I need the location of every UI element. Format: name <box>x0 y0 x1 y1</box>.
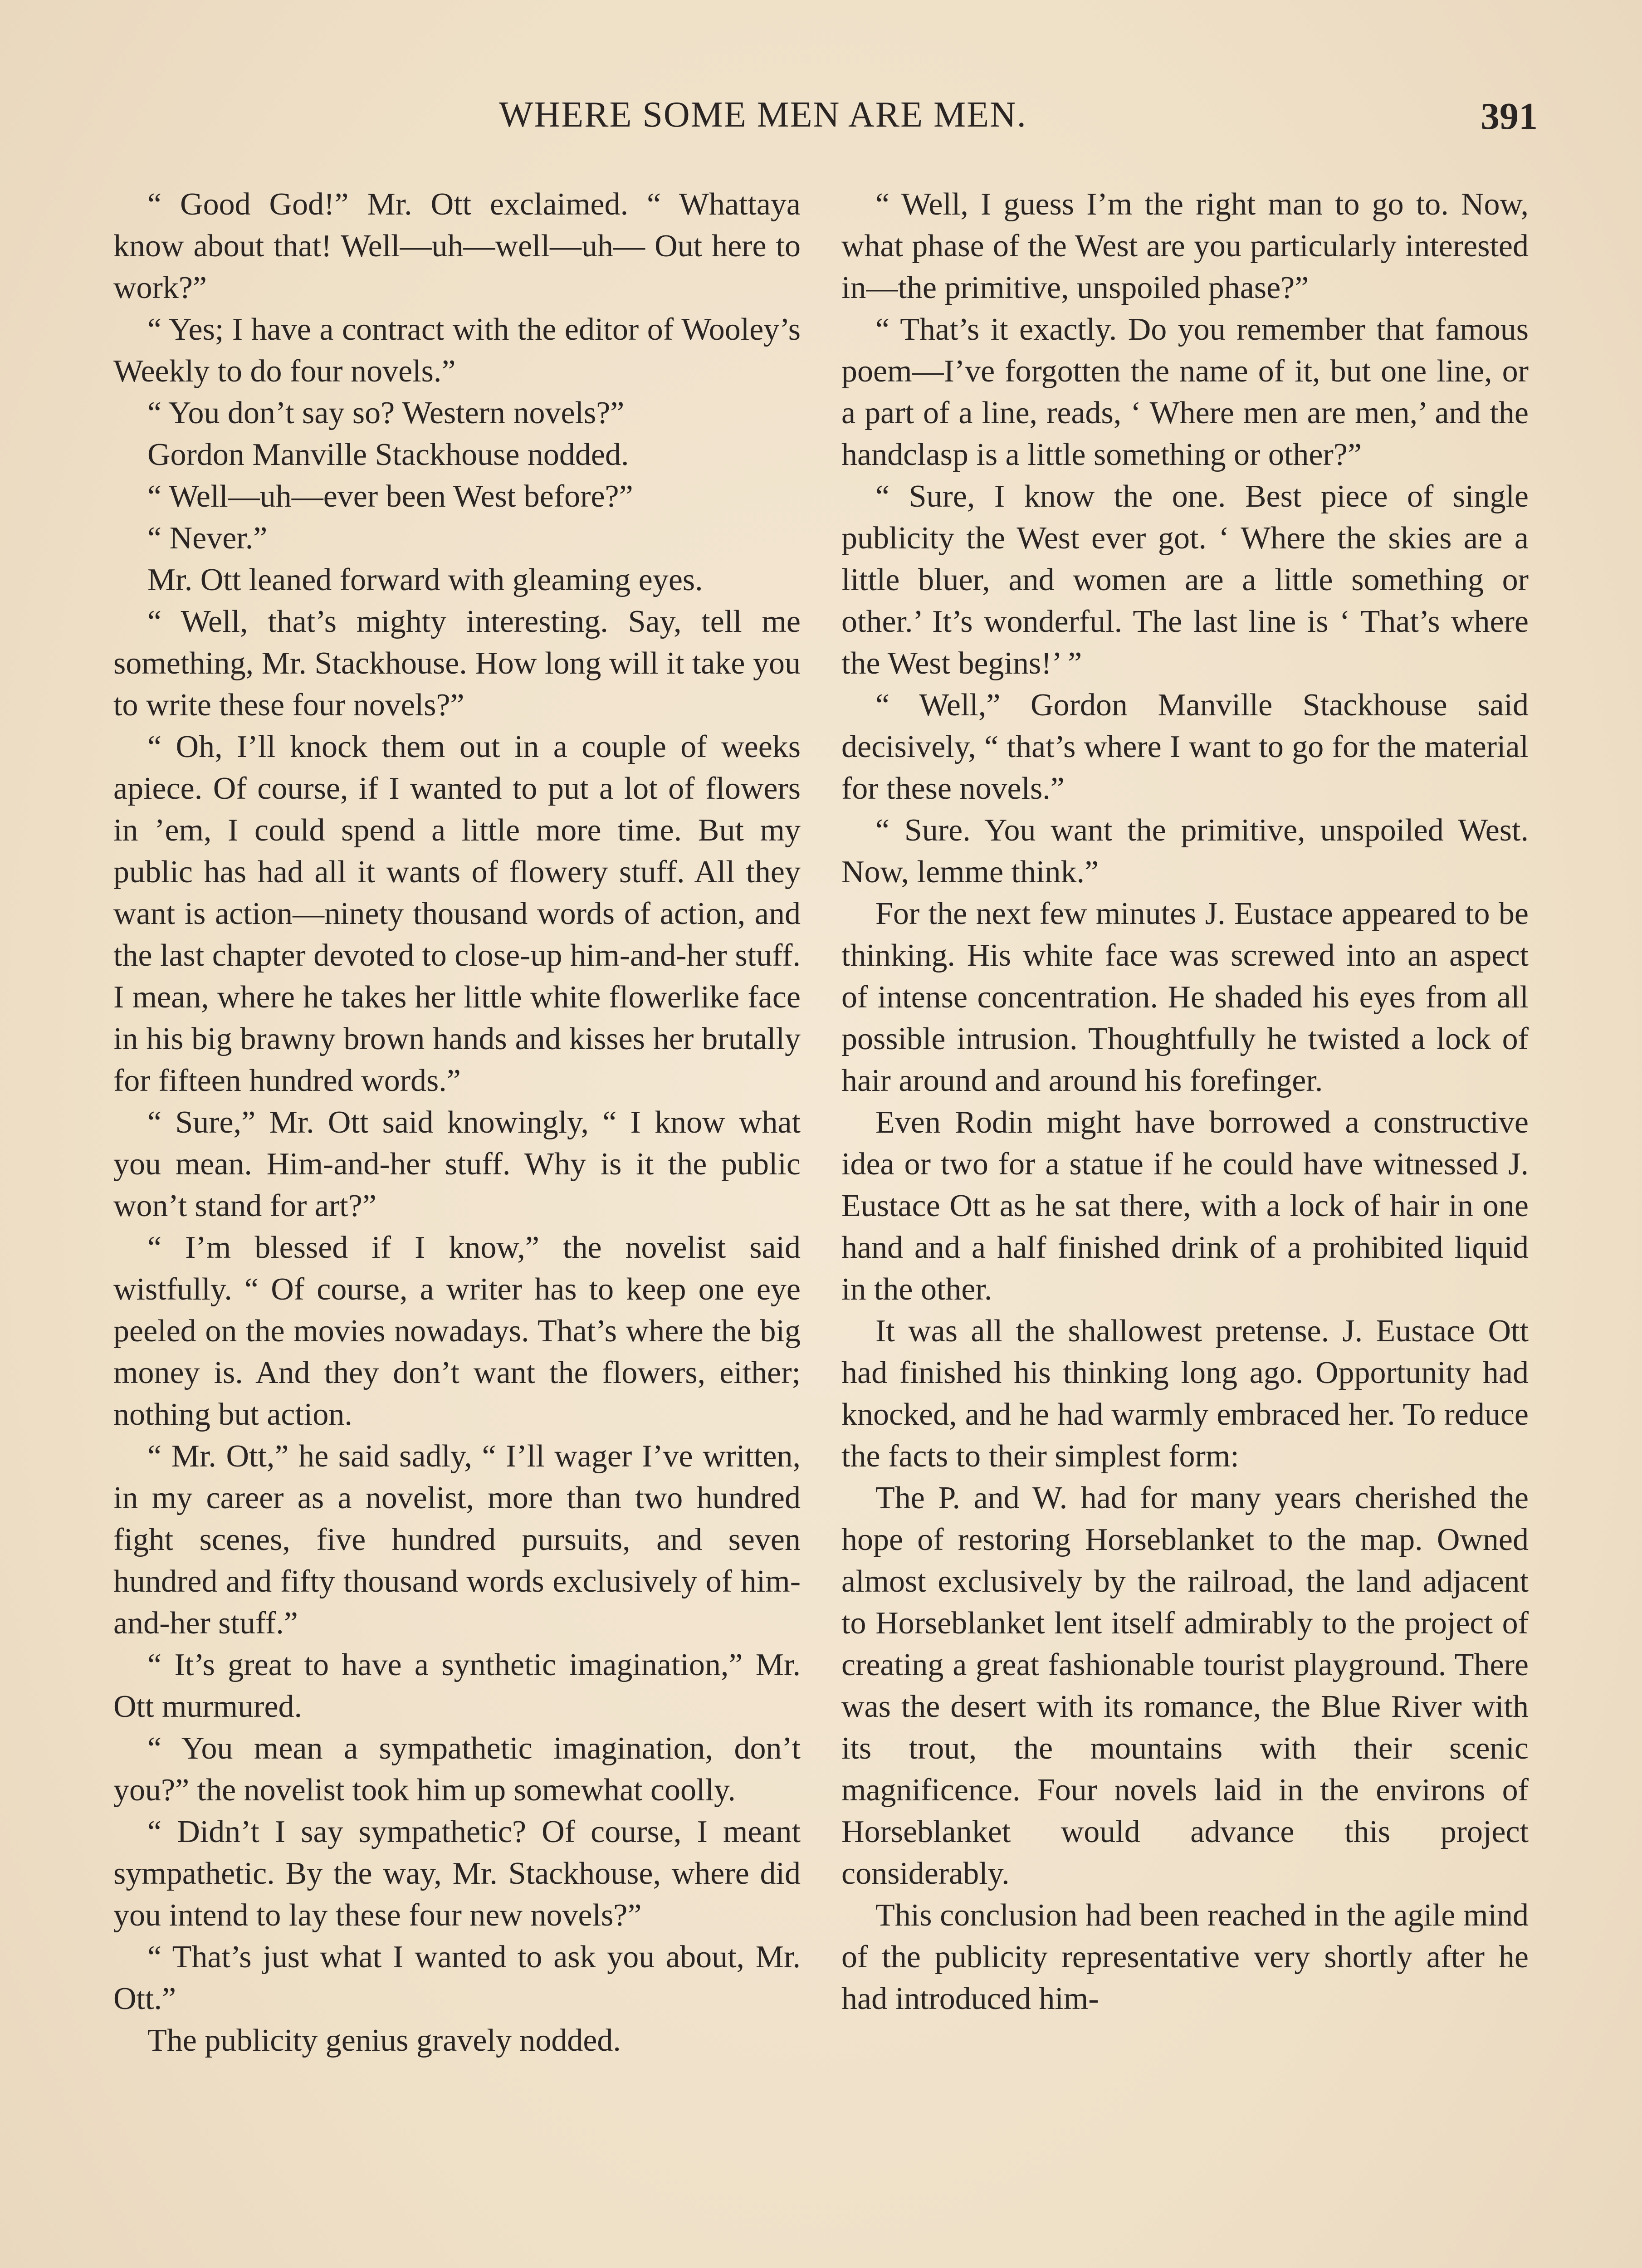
paragraph: “ Sure,” Mr. Ott said knowingly, “ I know what you mean. Him-and-her stuff. Why is it the public won’t stand for art?” <box>113 1105 801 1223</box>
paragraph: “ Mr. Ott,” he said sadly, “ I’ll wager I’ve written, in my career as a novelist, more than two hundred fight scenes, five hundred pursuits, and seven hundred and fifty thousand words exclusively of him-and-her stuff.” <box>113 1439 801 1641</box>
paragraph: “ Never.” <box>147 521 268 556</box>
paragraph: “ You don’t say so? Western novels?” <box>147 396 625 430</box>
paragraph: “ That’s just what I wanted to ask you about, Mr. Ott.” <box>113 1940 801 2016</box>
paragraph: “ It’s great to have a synthetic imagination,” Mr. Ott murmured. <box>113 1647 801 1724</box>
paragraph: It was all the shallowest pretense. J. Eustace Ott had finished his thinking long ago. Opportunity had knocked, and he had warmly embraced her. To reduce the facts to their simplest form: <box>841 1314 1529 1474</box>
paragraph: “ Oh, I’ll knock them out in a couple of weeks apiece. Of course, if I wanted to put a lot of flowers in ’em, I could spend a little more time. But my public has had all it wants of flowery stuff. All they want is action—ninety thousand words of action, and the last chapter devoted to close-up him-and-her stuff. I mean, where he takes her little white flowerlike face in his big brawny brown hands and kisses her brutally for fifteen hundred words.” <box>113 729 801 1098</box>
paragraph: “ Didn’t I say sympathetic? Of course, I meant sympathetic. By the way, Mr. Stackhouse, where did you intend to lay these four new novels?” <box>113 1814 801 1933</box>
paragraph: “ Well—uh—ever been West before?” <box>147 479 633 514</box>
paragraph: The P. and W. had for many years cherished the hope of restoring Horseblanket to the map. Owned almost exclusively by the railroad, the land adjacent to Horseblanket lent itself admirably to the project of creating a great fashionable tourist playground. There was the desert with its romance, the Blue River with its trout, the mountains with their scenic magnificence. Four novels laid in the environs of Horseblanket would advance this project considerably. <box>841 1481 1529 1891</box>
paragraph: This conclusion had been reached in the agile mind of the publicity representative very shortly after he had introduced him- <box>841 1898 1529 2016</box>
page-number: 391 <box>1481 95 1538 137</box>
left-column <box>113 184 801 2268</box>
right-column <box>841 184 1529 2268</box>
paragraph: “ Sure, I know the one. Best piece of single publicity the West ever got. ‘ Where the skies are a little bluer, and women are a little something or other.’ It’s wonderful. The last line is ‘ That’s where the West begins!’ ” <box>841 479 1529 681</box>
paragraph: Mr. Ott leaned forward with gleaming eyes. <box>147 562 703 597</box>
paragraph: For the next few minutes J. Eustace appeared to be thinking. His white face was screwed into an aspect of intense concentration. He shaded his eyes from all possible intrusion. Thoughtfully he twisted a lock of hair around and around his forefinger. <box>841 896 1529 1098</box>
running-title: WHERE SOME MEN ARE MEN. <box>499 95 1027 135</box>
paragraph: “ Well,” Gordon Manville Stackhouse said decisively, “ that’s where I want to go for the material for these novels.” <box>841 688 1529 806</box>
paragraph: “ Sure. You want the primitive, unspoiled West. Now, lemme think.” <box>841 813 1529 890</box>
paragraph: “ I’m blessed if I know,” the novelist said wistfully. “ Of course, a writer has to keep one eye peeled on the movies nowadays. That’s where the big money is. And they don’t want the flowers, either; nothing but action. <box>113 1230 801 1432</box>
paragraph: “ That’s it exactly. Do you remember that famous poem—I’ve forgotten the name of it, but one line, or a part of a line, reads, ‘ Where men are men,’ and the handclasp is a little something or other?” <box>841 312 1529 472</box>
paragraph: The publicity genius gravely nodded. <box>147 2023 621 2058</box>
paragraph: “ Good God!” Mr. Ott exclaimed. “ Whattaya know about that! Well—uh—well—uh— Out here to work?” <box>113 187 801 305</box>
paragraph: “ You mean a sympathetic imagination, don’t you?” the novelist took him up somewhat coolly. <box>113 1731 801 1808</box>
paragraph: Gordon Manville Stackhouse nodded. <box>147 437 629 472</box>
page-header <box>499 94 1538 144</box>
paragraph: “ Yes; I have a contract with the editor of Wooley’s Weekly to do four novels.” <box>113 312 801 389</box>
paragraph: “ Well, I guess I’m the right man to go to. Now, what phase of the West are you particularly interested in—the primitive, unspoiled phase?” <box>841 187 1529 305</box>
paragraph: Even Rodin might have borrowed a constructive idea or two for a statue if he could have witnessed J. Eustace Ott as he sat there, with a lock of hair in one hand and a half finished drink of a prohibited liquid in the other. <box>841 1105 1529 1307</box>
paragraph: “ Well, that’s mighty interesting. Say, tell me something, Mr. Stackhouse. How long will it take you to write these four novels?” <box>113 604 801 723</box>
